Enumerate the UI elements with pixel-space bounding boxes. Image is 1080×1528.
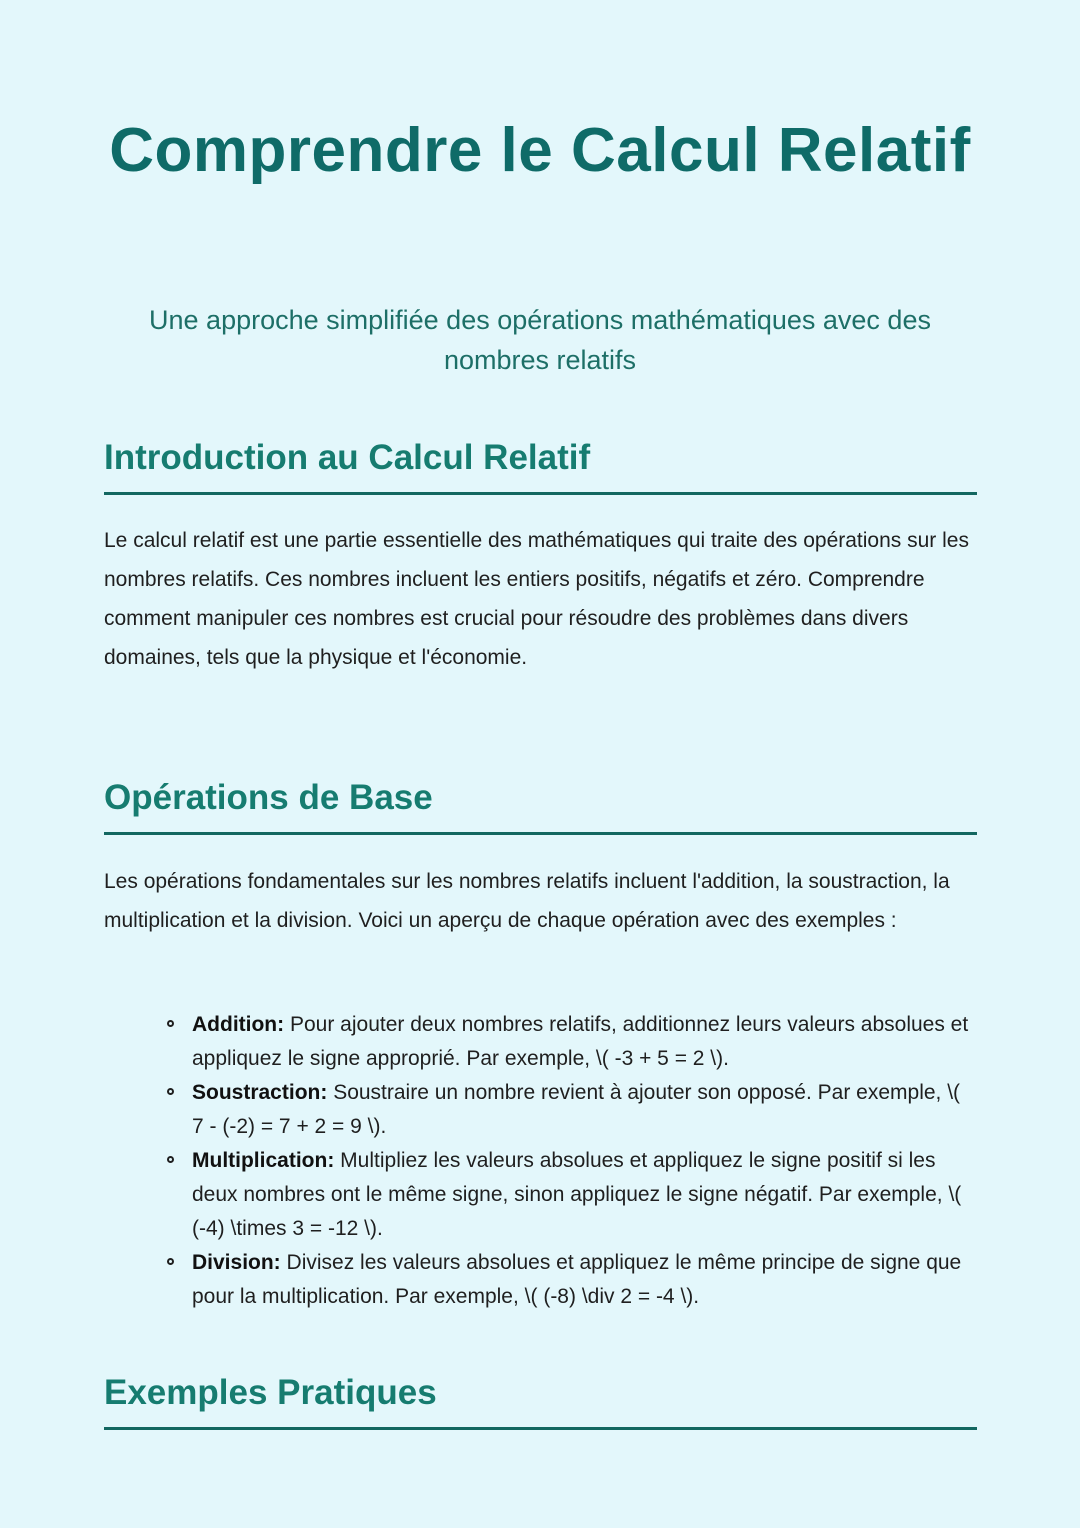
operation-description: Soustraire un nombre revient à ajouter son opposé. Par exemple, \( 7 - (-2) = 7 + 2 = 9 \). [192,1081,961,1138]
operation-term: Division: [192,1251,281,1274]
operation-description: Multipliez les valeurs absolues et appliquez le signe positif si les deux nombres ont le même signe, sinon appliquez le signe négatif. Par exemple, \( (-4) \times 3 = -12 \). [192,1149,962,1240]
hollow-circle-bullet-icon [167,1020,174,1027]
operations-paragraph: Les opérations fondamentales sur les nombres relatifs incluent l'addition, la soustraction, la multiplication et la division. Voici un aperçu de chaque opération avec des exemples : [104,870,950,932]
section-divider [104,1427,977,1430]
list-item [164,1246,976,1314]
operation-term: Multiplication: [192,1149,335,1172]
page-title: Comprendre le Calcul Relatif [109,116,971,185]
operation-description: Pour ajouter deux nombres relatifs, additionnez leurs valeurs absolues et appliquez le signe approprié. Par exemple, \( -3 + 5 = 2 \). [192,1013,969,1070]
page-subtitle: Une approche simplifiée des opérations mathématiques avec des nombres relatifs [149,305,931,375]
hollow-circle-bullet-icon [167,1156,174,1163]
introduction-paragraph: Le calcul relatif est une partie essentielle des mathématiques qui traite des opérations sur les nombres relatifs. Ces nombres incluent les entiers positifs, négatifs et zéro. Comprendre comment manipuler ces nombres est crucial pour résoudre des problèmes dans divers domaines, tels que la physique et l'économie. [104,529,969,669]
section-heading-introduction: Introduction au Calcul Relatif [104,438,591,477]
list-item [164,1008,976,1076]
operation-description: Divisez les valeurs absolues et appliquez le même principe de signe que pour la multiplication. Par exemple, \( (-8) \div 2 = -4 \). [192,1251,962,1308]
section-heading-operations: Opérations de Base [104,778,433,817]
list-item [164,1076,976,1144]
section-divider [104,832,977,835]
operations-list [164,1008,976,1314]
list-item [164,1144,976,1246]
hollow-circle-bullet-icon [167,1088,174,1095]
operation-term: Soustraction: [192,1081,328,1104]
section-heading-examples: Exemples Pratiques [104,1373,437,1412]
section-divider [104,492,977,495]
operation-term: Addition: [192,1013,285,1036]
hollow-circle-bullet-icon [167,1258,174,1265]
